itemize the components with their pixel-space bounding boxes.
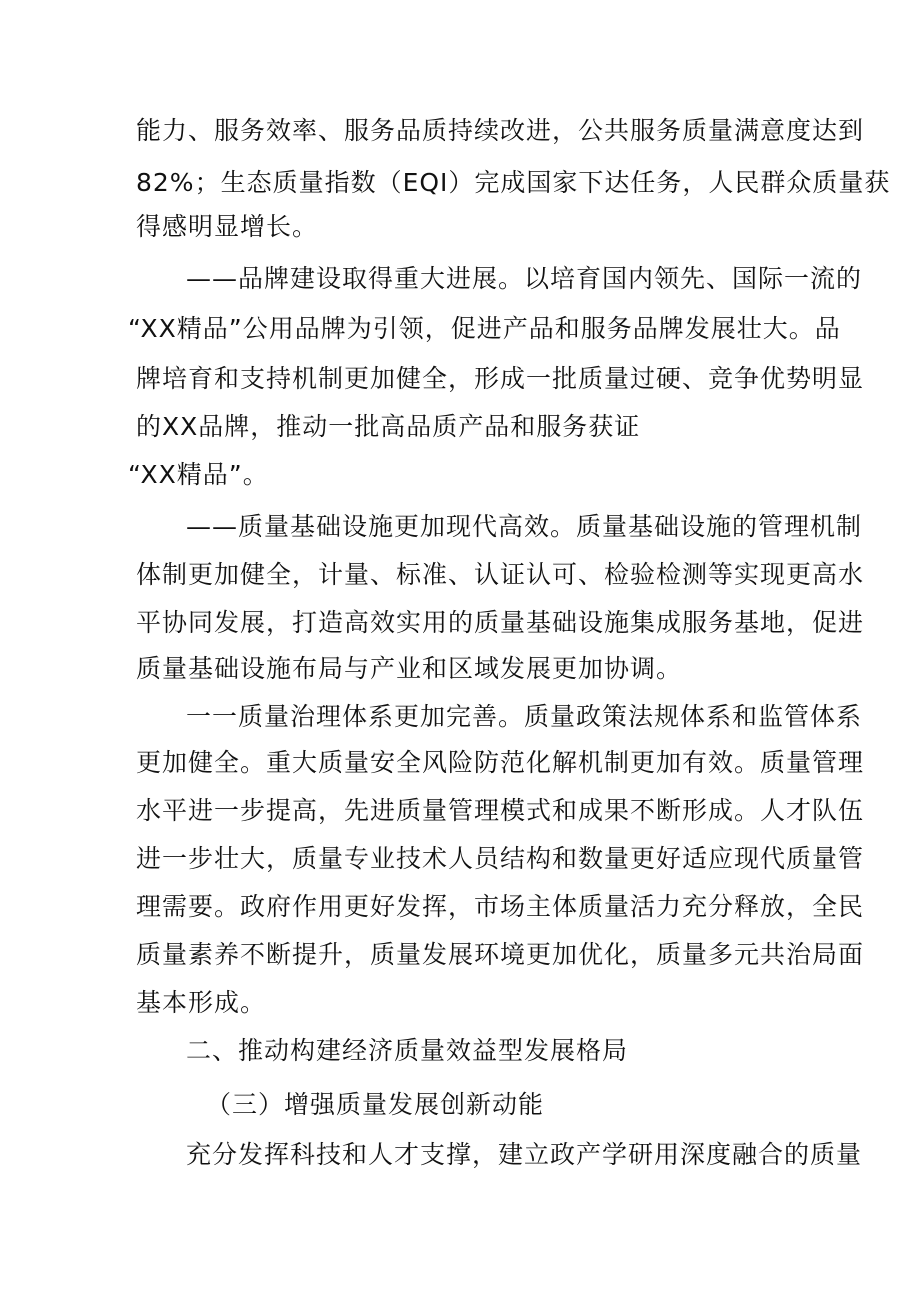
section-heading: 二、推动构建经济质量效益型发展格局: [186, 1036, 629, 1065]
brand-paragraph-line-1: ——品牌建设取得重大进展。以培育国内领先、国际一流的: [186, 264, 863, 293]
body-paragraph-start: 充分发挥科技和人才支撑，建立政产学研用深度融合的质量: [186, 1140, 863, 1169]
brand-paragraph-line-5: “XX精品”。: [128, 460, 269, 489]
brand-paragraph-line-4: 的XX品牌，推动一批高品质产品和服务获证: [136, 412, 641, 441]
paragraph-line-3: 得感明显增长。: [136, 212, 319, 241]
governance-paragraph-line-3: 水平进一步提高，先进质量管理模式和成果不断形成。人才队伍: [136, 796, 865, 825]
governance-paragraph-line-2: 更加健全。重大质量安全风险防范化解机制更加有效。质量管理: [136, 748, 865, 777]
brand-paragraph-line-3: 牌培育和支持机制更加健全，形成一批质量过硬、竞争优势明显: [136, 364, 865, 393]
governance-paragraph-line-1: 一一质量治理体系更加完善。质量政策法规体系和监管体系: [186, 702, 863, 731]
paragraph-line-1: 能力、服务效率、服务品质持续改进，公共服务质量满意度达到: [136, 116, 865, 145]
infrastructure-paragraph-line-4: 质量基础设施布局与产业和区域发展更加协调。: [136, 654, 683, 683]
subsection-heading: （三）增强质量发展创新动能: [206, 1090, 545, 1119]
governance-paragraph-line-7: 基本形成。: [136, 988, 267, 1017]
infrastructure-paragraph-line-3: 平协同发展，打造高效实用的质量基础设施集成服务基地，促进: [136, 608, 865, 637]
infrastructure-paragraph-line-1: ——质量基础设施更加现代高效。质量基础设施的管理机制: [186, 512, 863, 541]
governance-paragraph-line-4: 进一步壮大，质量专业技术人员结构和数量更好适应现代质量管: [136, 844, 865, 873]
governance-paragraph-line-5: 理需要。政府作用更好发挥，市场主体质量活力充分释放，全民: [136, 892, 865, 921]
brand-paragraph-line-2: “XX精品”公用品牌为引领，促进产品和服务品牌发展壮大。品: [128, 314, 841, 343]
paragraph-line-2: 82%；生态质量指数（EQI）完成国家下达任务，人民群众质量获: [136, 168, 891, 197]
infrastructure-paragraph-line-2: 体制更加健全，计量、标准、认证认可、检验检测等实现更高水: [136, 560, 865, 589]
governance-paragraph-line-6: 质量素养不断提升，质量发展环境更加优化，质量多元共治局面: [136, 940, 865, 969]
